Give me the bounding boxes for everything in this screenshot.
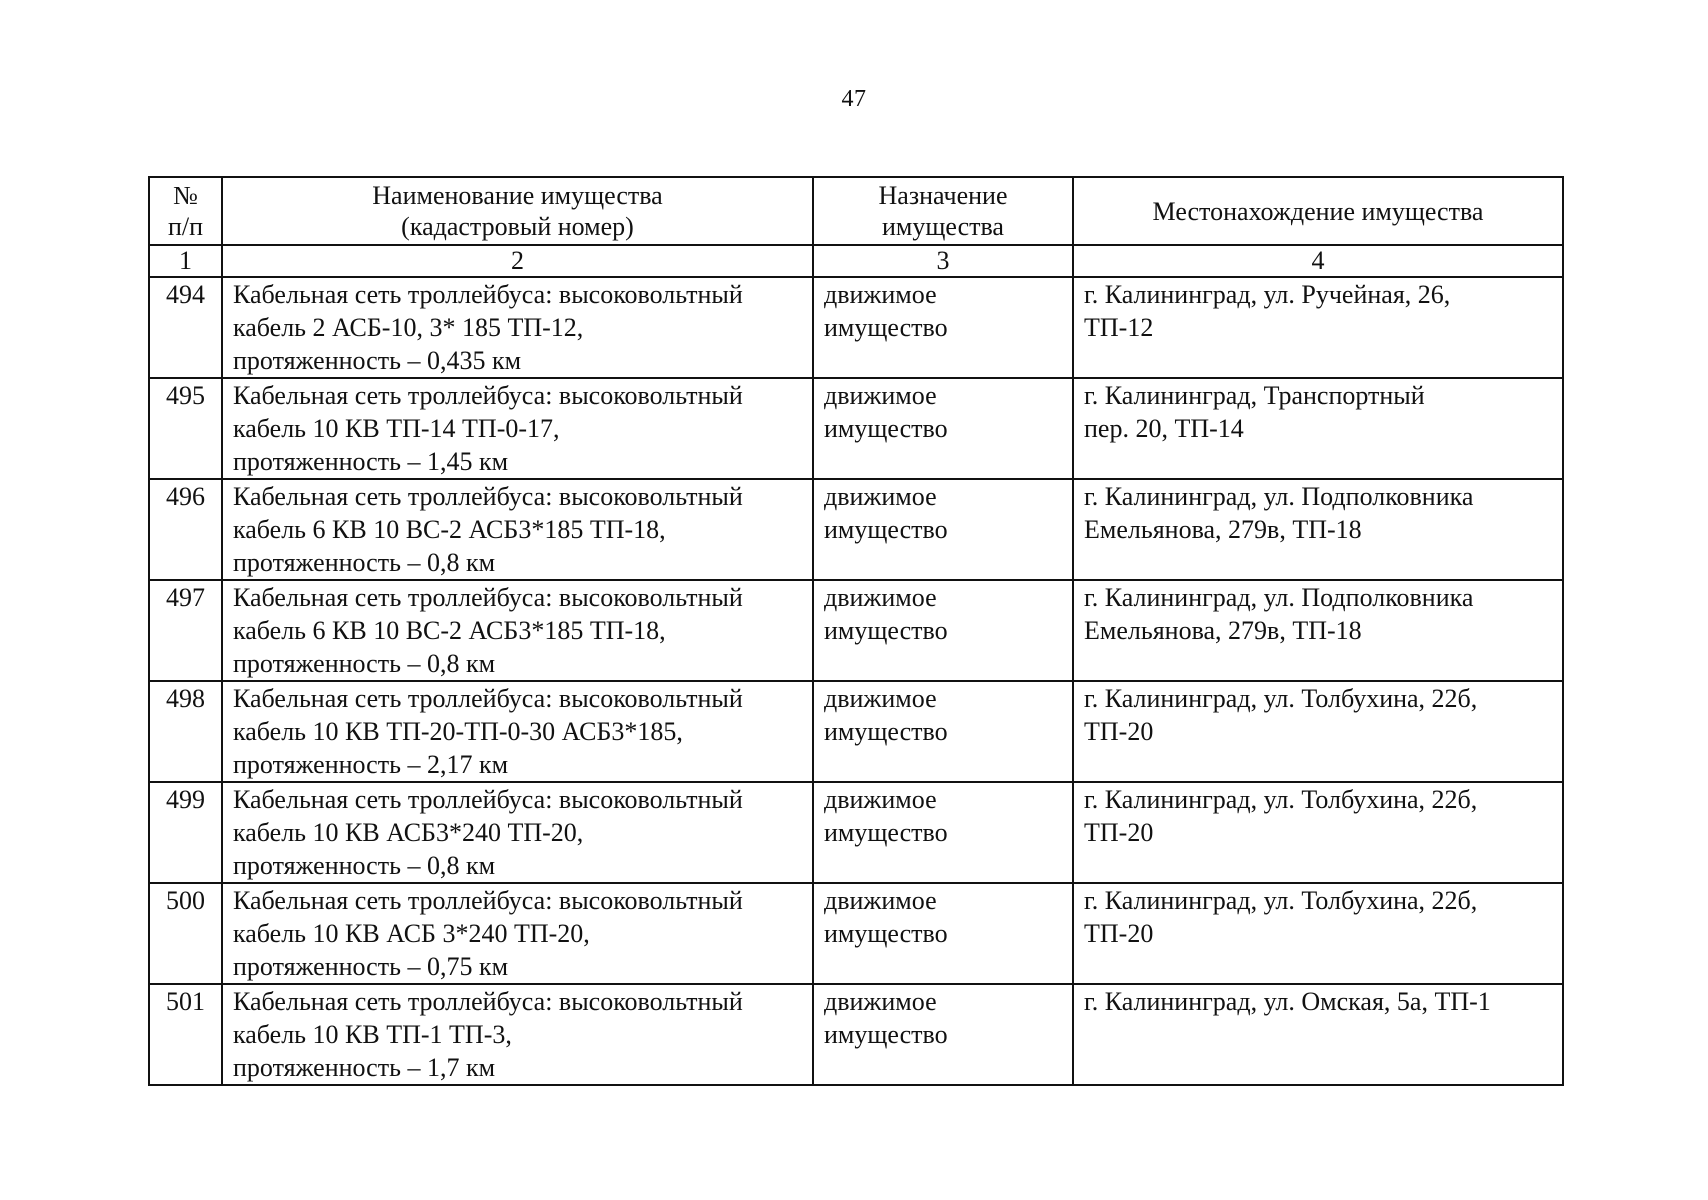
row-number: 495 [149,378,222,479]
property-name-line: протяженность – 1,45 км [233,447,509,476]
table-row [149,883,1563,984]
column-number: 4 [1073,245,1563,277]
property-purpose-line: имущество [824,818,948,847]
column-number: 1 [149,245,222,277]
property-name-line: протяженность – 0,8 км [233,851,496,880]
property-purpose-cell [813,681,1073,782]
column-number: 2 [222,245,813,277]
table-row [149,580,1563,681]
header-name [222,177,813,245]
property-purpose-line: движимое [824,381,937,410]
property-location-line: г. Калининград, Транспортный [1084,381,1425,410]
table-row [149,378,1563,479]
property-name-line: Кабельная сеть троллейбуса: высоковольтный [233,280,743,309]
property-purpose-line: имущество [824,919,948,948]
property-purpose-cell [813,984,1073,1085]
property-location-line: г. Калининград, ул. Толбухина, 22б, [1084,886,1478,915]
property-name-line: протяженность – 0,75 км [233,952,509,981]
property-table [148,176,1564,1086]
column-number: 3 [813,245,1073,277]
property-purpose-line: движимое [824,785,937,814]
property-name-line: протяженность – 1,7 км [233,1053,496,1082]
property-purpose-line: движимое [824,280,937,309]
property-name-cell [222,378,813,479]
property-purpose-line: движимое [824,987,937,1016]
property-name-cell [222,277,813,378]
property-location-line: пер. 20, ТП-14 [1084,414,1244,443]
header-purpose [813,177,1073,245]
property-name-cell [222,782,813,883]
property-name-line: Кабельная сеть троллейбуса: высоковольтный [233,684,743,713]
property-name-line: Кабельная сеть троллейбуса: высоковольтный [233,482,743,511]
property-location-line: Емельянова, 279в, ТП-18 [1084,616,1362,645]
property-name-cell [222,479,813,580]
property-location-cell [1073,782,1563,883]
property-location-line: ТП-20 [1084,818,1154,847]
property-location-line: г. Калининград, ул. Толбухина, 22б, [1084,684,1478,713]
property-location-cell [1073,479,1563,580]
row-number: 497 [149,580,222,681]
property-name-line: кабель 10 КВ ТП-1 ТП-3, [233,1020,512,1049]
property-name-line: Кабельная сеть троллейбуса: высоковольтный [233,381,743,410]
property-location-line: г. Калининград, ул. Омская, 5а, ТП-1 [1084,987,1491,1016]
row-number: 501 [149,984,222,1085]
property-location-line: ТП-12 [1084,313,1154,342]
header-name-line1: Наименование имущества [372,181,663,210]
property-location-line: г. Калининград, ул. Толбухина, 22б, [1084,785,1478,814]
property-location-cell [1073,580,1563,681]
property-location-line: ТП-20 [1084,919,1154,948]
table-row [149,479,1563,580]
property-location-line: г. Калининград, ул. Ручейная, 26, [1084,280,1451,309]
property-name-line: кабель 6 КВ 10 ВС-2 АСБ3*185 ТП-18, [233,616,666,645]
property-name-line: протяженность – 2,17 км [233,750,509,779]
row-number: 494 [149,277,222,378]
header-num [149,177,222,245]
property-name-cell [222,580,813,681]
property-purpose-line: движимое [824,583,937,612]
property-purpose-line: имущество [824,313,948,342]
property-location-cell [1073,984,1563,1085]
property-purpose-cell [813,782,1073,883]
property-location-cell [1073,883,1563,984]
property-name-line: Кабельная сеть троллейбуса: высоковольтный [233,785,743,814]
property-purpose-line: имущество [824,1020,948,1049]
property-purpose-line: имущество [824,515,948,544]
property-name-cell [222,984,813,1085]
property-purpose-line: имущество [824,717,948,746]
header-purpose-line2: имущества [882,212,1004,241]
property-location-cell [1073,378,1563,479]
property-name-line: протяженность – 0,435 км [233,346,522,375]
property-purpose-line: движимое [824,684,937,713]
header-location [1073,177,1563,245]
property-location-line: ТП-20 [1084,717,1154,746]
table-row [149,681,1563,782]
property-name-line: кабель 10 КВ ТП-14 ТП-0-17, [233,414,560,443]
property-name-line: протяженность – 0,8 км [233,548,496,577]
property-name-cell [222,681,813,782]
table-header-row [149,177,1563,245]
row-number: 500 [149,883,222,984]
header-num-line1: № [173,181,198,210]
property-purpose-cell [813,378,1073,479]
header-purpose-line1: Назначение [878,181,1008,210]
property-location-line: г. Калининград, ул. Подполковника [1084,583,1474,612]
property-name-line: Кабельная сеть троллейбуса: высоковольтный [233,583,743,612]
property-name-line: Кабельная сеть троллейбуса: высоковольтный [233,987,743,1016]
property-purpose-cell [813,580,1073,681]
property-purpose-line: движимое [824,482,937,511]
header-name-line2: (кадастровый номер) [401,212,634,241]
property-name-line: протяженность – 0,8 км [233,649,496,678]
header-location-text: Местонахождение имущества [1152,196,1484,226]
property-name-line: кабель 10 КВ АСБ 3*240 ТП-20, [233,919,590,948]
table-row [149,277,1563,378]
property-name-line: кабель 10 КВ АСБ3*240 ТП-20, [233,818,584,847]
table-row [149,984,1563,1085]
row-number: 496 [149,479,222,580]
property-name-line: кабель 10 КВ ТП-20-ТП-0-30 АСБ3*185, [233,717,683,746]
column-number-row [149,245,1563,277]
property-location-line: Емельянова, 279в, ТП-18 [1084,515,1362,544]
property-name-line: кабель 2 АСБ-10, 3* 185 ТП-12, [233,313,584,342]
table-row [149,782,1563,883]
property-purpose-cell [813,479,1073,580]
property-purpose-line: имущество [824,414,948,443]
property-purpose-cell [813,277,1073,378]
row-number: 499 [149,782,222,883]
row-number: 498 [149,681,222,782]
table-body [149,277,1563,1085]
property-name-line: Кабельная сеть троллейбуса: высоковольтный [233,886,743,915]
property-purpose-cell [813,883,1073,984]
property-location-cell [1073,277,1563,378]
property-name-cell [222,883,813,984]
property-name-line: кабель 6 КВ 10 ВС-2 АСБ3*185 ТП-18, [233,515,666,544]
property-purpose-line: имущество [824,616,948,645]
property-location-line: г. Калининград, ул. Подполковника [1084,482,1474,511]
header-num-line2: п/п [167,212,204,241]
property-purpose-line: движимое [824,886,937,915]
property-location-cell [1073,681,1563,782]
page-number: 47 [841,86,867,112]
